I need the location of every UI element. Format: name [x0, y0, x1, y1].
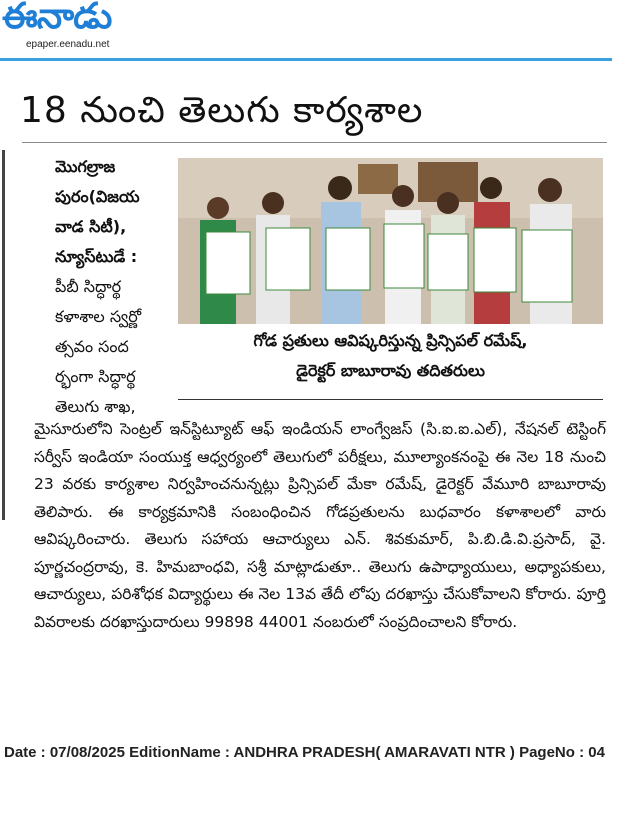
eenadu-logo[interactable]: ఈనాడు: [2, 0, 112, 37]
header-divider: [0, 58, 612, 61]
photo-caption: [178, 326, 603, 386]
photo-illustration: [178, 158, 603, 324]
intro-line: త్సవం సంద: [55, 337, 129, 356]
caption-line: గోడ ప్రతులు ఆవిష్కరిస్తున్న ప్రిన్సిపల్ రమేష్,: [253, 331, 528, 350]
dateline-column: [55, 152, 175, 422]
event-photo: [178, 158, 603, 324]
caption-divider: [178, 399, 603, 400]
article-headline: 18 నుంచి తెలుగు కార్యశాల: [20, 90, 424, 131]
dateline-line: వాడ సిటీ),: [55, 217, 127, 236]
body-paragraph: మైసూరులోని సెంట్రల్ ఇన్‌స్టిట్యూట్ ఆఫ్ ఇండియన్ లాంగ్వేజస్ (సి.ఐ.ఐ.ఎల్), నేషనల్ టెస్టింగ్ సర్వీస్ ఇండియా సంయుక్త ఆధ్వర్యంలో తెలుగులో పరీక్షలు, మూల్యాంకనంపై ఈ నెల 18 నుంచి 23 వరకు కార్యశాల నిర్వహించనున్నట్లు ప్రిన్సిపల్ మేకా రమేష్, డైరెక్టర్ వేమూరి బాబూరావు తెలిపారు. ఈ కార్యక్రమానికి సంబంధించిన గోడప్రతులను బుధవారం కళాశాలలో వారు ఆవిష్కరించారు. తెలుగు సహాయ ఆచార్యులు ఎన్. శివకుమార్, పి.బి.డి.వి.ప్రసాద్, వై. పూర్ణచంద్రరావు, కె. హిమబాంధవి, సశ్రీ మాట్లాడుతూ.. తెలుగు ఉపాధ్యాయులు, అధ్యాపకులు, ఆచార్యులు, పరిశోధక విద్యార్థులు ఈ నెల 13వ తేదీ లోపు దరఖాస్తు చేసుకోవాలని కోరారు. పూర్తి వివరాలకు దరఖాస్తుదారులు 99898 44001 నంబరులో సంప్రదించాలని కోరారు.: [34, 420, 606, 631]
intro-line: తెలుగు శాఖ,: [55, 397, 136, 416]
edition-footer: Date : 07/08/2025 EditionName : ANDHRA PRADESH( AMARAVATI NTR ) PageNo : 04: [4, 744, 605, 761]
dateline-line: న్యూస్‌టుడే :: [55, 247, 138, 266]
caption-line: డైరెక్టర్ బాబూరావు తదితరులు: [296, 361, 485, 380]
dateline-line: పురం(విజయ: [55, 187, 140, 206]
intro-line: కళాశాల స్వర్ణో: [55, 307, 142, 326]
site-url[interactable]: epaper.eenadu.net: [26, 39, 110, 50]
headline-divider: [22, 142, 607, 143]
dateline-line: మొగల్రాజ: [55, 157, 116, 176]
intro-line: పీబీ సిద్ధార్థ: [55, 277, 122, 296]
clipping-edge-mark: [2, 150, 5, 520]
article-body: [34, 416, 606, 636]
masthead: [0, 0, 642, 62]
intro-line: ర్భంగా సిద్ధార్థ: [55, 367, 136, 386]
